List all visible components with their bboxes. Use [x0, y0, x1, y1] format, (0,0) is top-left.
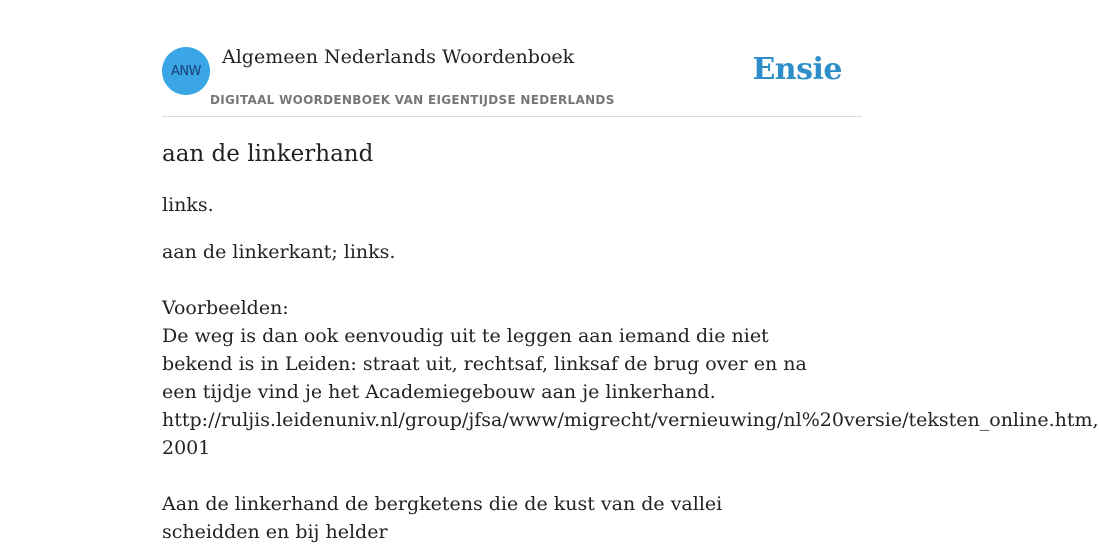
- anw-logo[interactable]: ANW: [162, 47, 210, 95]
- site-subtitle: DIGITAAL WOORDENBOEK VAN EIGENTIJDSE NEDERLANDS: [210, 93, 615, 107]
- ensie-brand-link[interactable]: Ensie: [752, 52, 842, 87]
- examples-label: Voorbeelden:: [162, 297, 289, 319]
- example-text: Aan de linkerhand de bergketens die de kust van de vallei scheidden en bij helder: [162, 493, 723, 543]
- definition: aan de linkerkant; links.: [162, 241, 396, 263]
- entry-title: aan de linkerhand: [162, 141, 374, 167]
- examples-section: [162, 294, 1099, 546]
- entry-content: [162, 139, 1099, 546]
- site-header: [162, 0, 862, 117]
- example-spacer: [162, 462, 1012, 490]
- example-source-url: http://ruljis.leidenuniv.nl/group/jfsa/www/migrecht/vernieuwing/nl%20versie/teksten_online.htm,: [162, 409, 1099, 431]
- example-text: De weg is dan ook eenvoudig uit te leggen aan iemand die niet bekend is in Leiden: straat uit, rechtsaf, linksaf de brug over en na een tijdje vind je het Academiegebouw aan je linkerhand.: [162, 325, 807, 403]
- site-title[interactable]: Algemeen Nederlands Woordenboek: [222, 46, 575, 68]
- short-definition: links.: [162, 194, 214, 216]
- example-source-year: 2001: [162, 437, 211, 459]
